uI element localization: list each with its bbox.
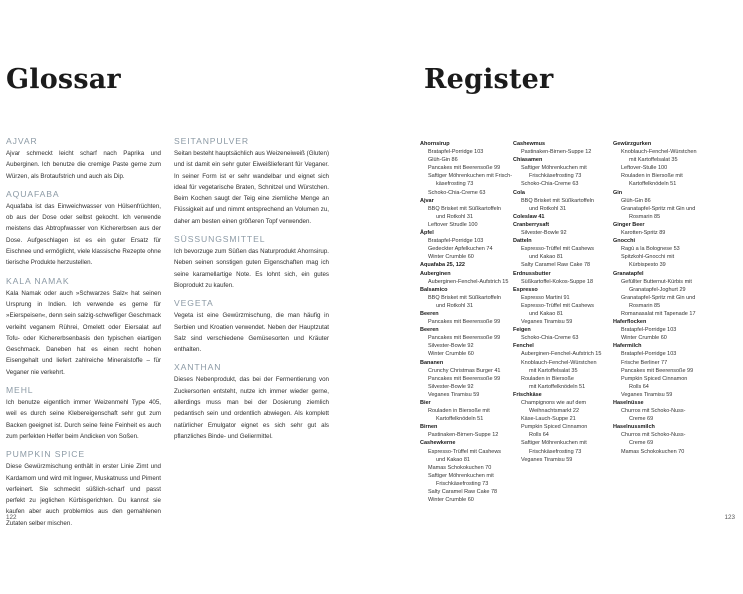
index-heading: Balsamico: [420, 286, 448, 293]
glossary-heading: MEHL: [6, 385, 34, 396]
index-heading: Haselnussmilch: [613, 424, 655, 431]
glossary-heading: SÜSSUNGSMITTEL: [174, 234, 266, 245]
glossary-text: Seitan besteht hauptsächlich aus Weizeneiweiß (Gluten) und ist damit ein sehr guter Eiweißlieferant für Veganer. In seiner Form ist er sehr wandelbar und eignet sich ideal für vegetarische Braten, Schnitzel und Würstchen. Beim Kochen saugt der Teig eine ziemliche Menge an Flüssigkeit auf und nimmt entsprechend an Volumen zu, daher am besten einen größeren Topf verwenden.: [174, 150, 330, 225]
index-entry: Granatapfel-Spritz mit Gin und: [621, 294, 696, 301]
index-entry: Churros mit Schoko-Nuss-: [621, 408, 686, 415]
index-entry: Saftiger Möhrenkuchen mit: [428, 472, 494, 479]
glossary-text: Ich bevorzuge zum Süßen das Naturprodukt Ahornsirup. Neben seinen sonstigen guten Eigenschaften mag ich seine karamellartige Note. Es lohnt sich, ein gutes Bioprodukt zu kaufen.: [174, 248, 329, 289]
index-heading: Haselnüsse: [613, 400, 644, 406]
index-entry: Winter Crumble 60: [428, 497, 474, 504]
index-entry: Champignons wie auf dem: [521, 400, 587, 406]
index-heading: Birnen: [420, 424, 438, 431]
index-entry: Veganes Tiramisu 59: [521, 456, 573, 463]
index-entry: Saftiger Möhrenkuchen mit: [521, 165, 587, 172]
index-entry: Pancakes mit Beerensoße 99: [428, 375, 501, 382]
index-entry: Bratapfel-Porridge 103: [621, 351, 677, 358]
index-entry: Bratapfel-Porridge 103: [428, 238, 484, 245]
index-entry: Espresso-Trüffel mit Cashews: [521, 246, 595, 253]
index-entry: Gefüllter Butternut-Kürbis mit: [621, 278, 692, 285]
index-entry: Kürbispesto 39: [629, 262, 666, 269]
index-entry: Süßkartoffel-Kokos-Suppe 18: [521, 278, 594, 285]
index-entry: Frischkäsefrosting 73: [529, 448, 582, 455]
index-heading: Ahornsirup: [420, 141, 450, 147]
index-heading: Bier: [420, 400, 431, 406]
page-title: Glossar: [6, 64, 121, 95]
index-entry: Frischkäsefrosting 73: [529, 173, 582, 180]
index-entry: Pumpkin Spiced Cinnamon: [521, 424, 588, 431]
index-entry: Pancakes mit Beerensoße 99: [621, 367, 694, 374]
index-entry: Auberginen-Fenchel-Aufstrich 15: [428, 278, 509, 285]
index-entry: käsefrosting 73: [436, 181, 474, 188]
index-entry: BBQ Brisket mit Süßkartoffeln: [521, 197, 594, 204]
glossary-heading: AJVAR: [6, 136, 38, 146]
index-entry: Mamas Schokokuchen 70: [621, 448, 685, 455]
index-entry: Winter Crumble 60: [621, 335, 667, 342]
page-title: Register: [424, 64, 554, 95]
index-entry: Frischkäsefrosting 73: [436, 480, 489, 487]
index-entry: Knoblauch-Fenchel-Würstchen: [621, 149, 697, 156]
index-entry: Frische Berliner 77: [621, 359, 668, 366]
index-entry: Granatapfel-Joghurt 29: [629, 286, 686, 293]
index-heading: Gnocchi: [613, 238, 636, 245]
index-entry: Bratapfel-Porridge 103: [428, 149, 484, 156]
index-entry: Schoko-Chia-Creme 63: [521, 335, 579, 342]
index-heading: Datteln: [513, 238, 532, 245]
index-entry: Schoko-Chia-Creme 63: [521, 181, 579, 188]
index-entry: Karotten-Spritz 89: [621, 230, 666, 237]
index-entry: Veganes Tiramisu 59: [428, 391, 480, 398]
index-entry: Crunchy Christmas Burger 41: [428, 367, 501, 374]
index-heading: Hafermilch: [613, 343, 642, 350]
index-entry: Veganes Tiramisu 59: [621, 391, 673, 398]
index-entry: BBQ Brisket mit Süßkartoffeln: [428, 294, 501, 301]
index-heading: Espresso: [513, 286, 538, 293]
index-entry: Pancakes mit Beerensoße 99: [428, 165, 501, 172]
index-heading: Cashewmus: [513, 141, 546, 147]
index-entry: Silvester-Bowle 92: [428, 343, 474, 350]
glossary-heading: AQUAFABA: [6, 188, 60, 199]
index-entry: Salty Caramel Raw Cake 78: [521, 262, 591, 269]
index-entry: Pastinaken-Birnen-Suppe 12: [428, 432, 499, 439]
glossary-text: Ajvar schmeckt leicht scharf nach Paprika und Auberginen. Ich benutze die cremige Paste gerne zum Würzen, als Brotaufstrich und auch als Dip.: [6, 150, 161, 180]
index-heading: Frischkäse: [513, 391, 542, 398]
page-number: 122: [6, 514, 17, 521]
left-page: [0, 0, 371, 594]
index-heading: Äpfel: [420, 230, 434, 237]
index-entry: Rolls 64: [629, 383, 649, 390]
index-heading: Haferflocken: [613, 319, 647, 326]
index-heading: Feigen: [513, 327, 531, 334]
index-entry: Espresso Martini 91: [521, 294, 570, 301]
index-entry: Pastinaken-Birnen-Suppe 12: [521, 149, 592, 156]
index-entry: Veganes Tiramisu 59: [521, 319, 573, 326]
index-heading: Gewürzgurken: [613, 141, 652, 147]
glossary-heading: SEITANPULVER: [174, 136, 249, 146]
index-heading: Cranberrysaft: [513, 221, 550, 228]
index-entry: Rosmarin 85: [629, 302, 661, 309]
index-entry: Granatapfel-Spritz mit Gin und: [621, 205, 696, 212]
index-heading: Auberginen: [420, 270, 451, 277]
index-entry: Spitzkohl-Gnocchi mit: [621, 254, 675, 261]
index-entry: mit Kartoffelsalat 35: [629, 157, 678, 164]
index-entry: Glüh-Gin 86: [428, 157, 458, 164]
index-entry: Mamas Schokokuchen 70: [428, 464, 492, 471]
index-entry: Rouladen in Biersoße: [521, 375, 574, 382]
index-entry: Schoko-Chia-Creme 63: [428, 189, 486, 196]
index-heading: Beeren: [420, 327, 439, 334]
index-entry: Saftiger Möhrenkuchen mit: [521, 440, 587, 447]
glossary-text: Ich benutze eigentlich immer Weizenmehl Type 405, weil es durch seine Klebereigenschaft sehr gut zum Backen geeignet ist. Durch seine feine Feinheit es auch zum perfekten Helfer beim Andicken von Soßen.: [6, 399, 161, 440]
index-entry: mit Kartoffelsalat 35: [529, 367, 578, 374]
index-heading: Coleslaw 41: [513, 213, 545, 220]
index-entry: BBQ Brisket mit Süßkartoffeln: [428, 205, 501, 212]
index-entry: Rosmarin 85: [629, 213, 661, 220]
index-entry: und Rotkohl 31: [529, 205, 566, 212]
index-entry: Silvester-Bowle 92: [521, 230, 567, 237]
index-heading: Aquafaba 25, 122: [420, 262, 465, 269]
index-entry: und Rotkohl 31: [436, 302, 473, 309]
index-entry: Rolls 64: [529, 432, 549, 439]
index-entry: Espresso-Trüffel mit Cashews: [428, 448, 502, 455]
index-heading: Beeren: [420, 310, 439, 317]
glossary-text: Vegeta ist eine Gewürzmischung, die man häufig in Serbien und Kroatien verwendet. Neben der Hauptzutat Salz sind verschiedene Gemüsesorten und Kräuter enthalten.: [174, 312, 329, 354]
glossary-column-1: [6, 136, 161, 536]
index-heading: Chiasamen: [513, 157, 543, 164]
index-entry: Rouladen in Biersoße mit: [621, 173, 683, 180]
register-column-3: [613, 140, 728, 456]
index-entry: Auberginen-Fenchel-Aufstrich 15: [521, 351, 602, 358]
glossary-text: Dieses Nebenprodukt, das bei der Fermentierung von Zuckersorten entsteht, nutze ich immer wieder gerne, allerdings muss man bei der Dosierung ziemlich pedantisch sein und ordentlich abwiegen. Als komplett natürlicher Emulgator eignet es sich sehr gut als pflanzliches Binde- und Geliermittel.: [174, 376, 329, 440]
index-entry: Creme 69: [629, 440, 654, 447]
glossary-text: Kala Namak oder auch »Schwarzes Salz« hat seinen Ursprung in Indien. Ich verwende es gerne für »Eierspeisen«, denn sein salzig-schwefliger Geschmack verleiht veganem Rührei, Omelett oder Eiersalat auf Tofu- oder Kichererbsenbasis den typischen eiartigen Geschmack. Daneben hat es einen recht hohen Eisengehalt und liefert zahlreiche Mineralstoffe – für Veganer nie verkehrt.: [6, 289, 161, 376]
glossary-heading: PUMPKIN SPICE: [6, 449, 86, 460]
index-entry: Glüh-Gin 86: [621, 197, 651, 204]
index-entry: Pancakes mit Beerensoße 99: [428, 319, 501, 326]
index-entry: und Kakao 81: [436, 456, 470, 463]
index-heading: Bananen: [420, 359, 444, 366]
index-entry: Rouladen in Biersoße mit: [428, 408, 490, 415]
glossary-heading: KALA NAMAK: [6, 275, 70, 286]
index-entry: Bratapfel-Porridge 103: [621, 327, 677, 334]
index-heading: Erdnussbutter: [513, 270, 551, 277]
index-heading: Gin: [613, 189, 623, 196]
index-entry: Churros mit Schoko-Nuss-: [621, 432, 686, 439]
page-number: 123: [724, 514, 735, 521]
index-entry: mit Kartoffelknödeln 51: [529, 383, 586, 390]
index-entry: Leftover Strudle 100: [428, 221, 478, 228]
index-entry: Silvester-Bowle 92: [428, 383, 474, 390]
index-entry: Käse-Lauch-Suppe 21: [521, 416, 576, 423]
index-entry: Kartoffelknödeln 51: [436, 416, 484, 423]
index-entry: Weihnachtsmarkt 22: [529, 408, 580, 415]
index-entry: Salty Caramel Raw Cake 78: [428, 489, 498, 496]
index-entry: Saftiger Möhrenkuchen mit Frisch-: [428, 173, 513, 180]
index-entry: Winter Crumble 60: [428, 351, 474, 358]
index-heading: Cashewkerne: [420, 440, 456, 447]
glossary-heading: XANTHAN: [174, 362, 222, 373]
index-entry: Ragù a la Bolognese 53: [621, 246, 680, 253]
index-entry: Kartoffelknödeln 51: [629, 181, 677, 188]
index-entry: und Kakao 81: [529, 254, 563, 261]
index-entry: Creme 69: [629, 416, 654, 423]
index-entry: und Rotkohl 31: [436, 213, 473, 220]
index-entry: Leftover-Stulle 100: [621, 165, 668, 172]
index-heading: Cola: [513, 189, 525, 196]
index-heading: Ajvar: [420, 197, 434, 204]
index-entry: Pancakes mit Beerensoße 99: [428, 335, 501, 342]
index-heading: Ginger Beer: [613, 221, 645, 228]
index-heading: Granatapfel: [613, 270, 644, 277]
index-entry: und Kakao 81: [529, 310, 563, 317]
index-entry: Romanasalat mit Tapenade 17: [621, 310, 696, 317]
glossary-text: Aquafaba ist das Einweichwasser von Hülsenfrüchten, ob aus der Dose oder selbst gekocht. Ich verwende meistens das Abtropfwasser von Kichererbsen aus der Dose. Aufgeschlagen ist es ein guter Ersatz für Eischnee und ermöglicht, viele klassische Rezepte ohne tierische Produkte herzustellen.: [6, 202, 161, 267]
glossary-column-2: [174, 136, 329, 449]
index-heading: Fenchel: [513, 343, 534, 350]
right-page: [372, 0, 743, 594]
index-entry: Winter Crumble 60: [428, 254, 474, 261]
glossary-text: Diese Gewürzmischung enthält in erster Linie Zimt und Kardamom und wird mit Ingwer, Muskatnuss und Piment verfeinert. Sie schmeckt süßlich-scharf und passt perfekt zu jeglichen Kürbisgerichten. Du kannst sie kaufen aber auch problemlos aus den gemahlenen Zutaten selber mischen.: [6, 463, 161, 527]
index-entry: Knoblauch-Fenchel-Würstchen: [521, 359, 597, 366]
index-entry: Espresso-Trüffel mit Cashews: [521, 302, 595, 309]
register-column-2: [513, 140, 625, 464]
glossary-heading: VEGETA: [174, 298, 214, 309]
index-entry: Gedeckter Apfelkuchen 74: [428, 246, 493, 253]
index-entry: Pumpkin Spiced Cinnamon: [621, 375, 688, 382]
